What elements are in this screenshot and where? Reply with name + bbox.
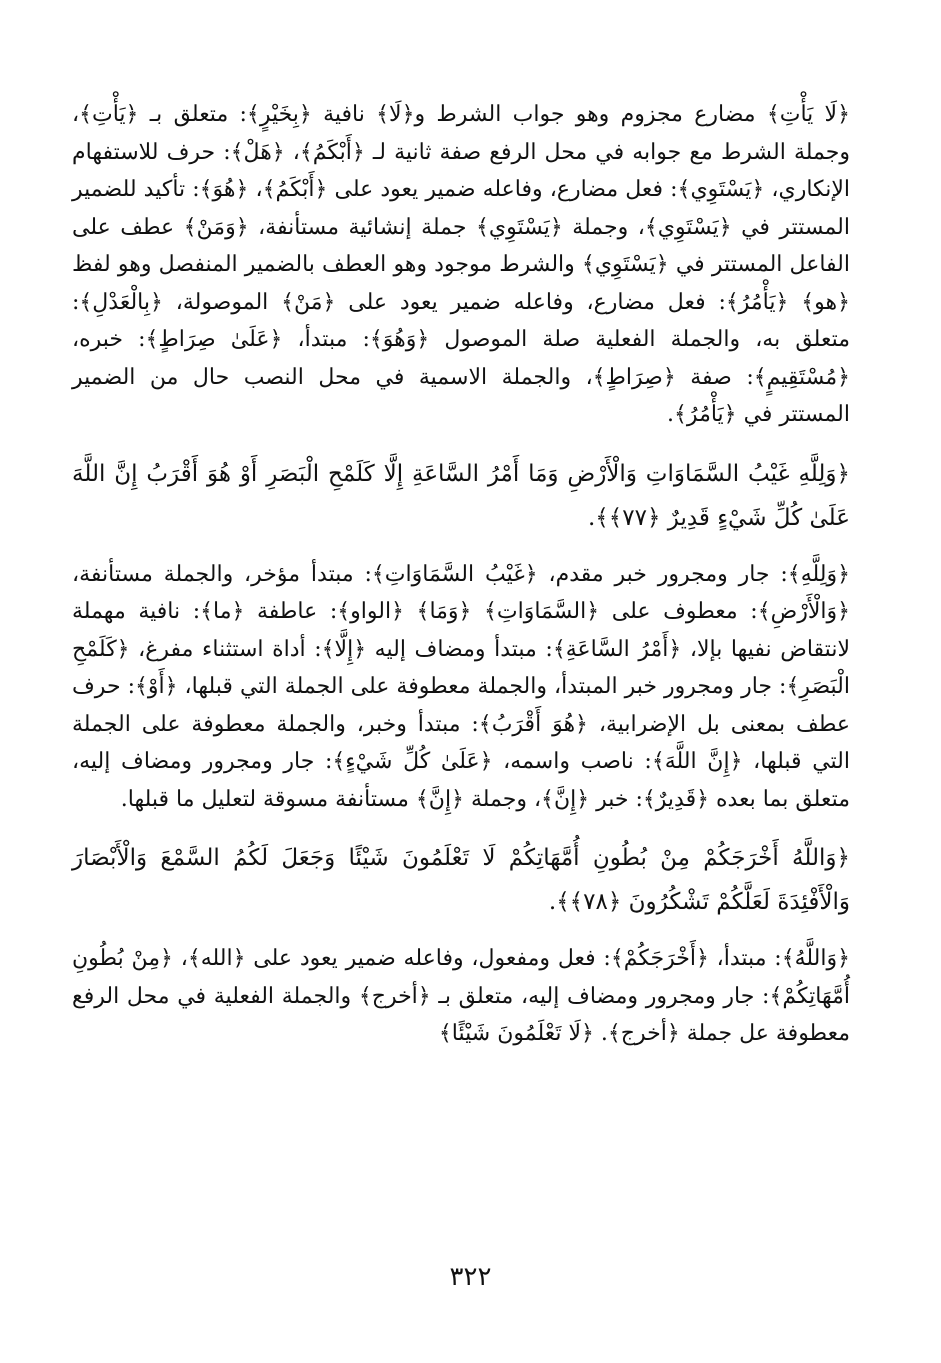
page-number: ٣٢٢ [449, 1262, 492, 1292]
commentary-paragraph-3: ﴿وَاللَّهُ﴾: مبتدأ، ﴿أَخْرَجَكُمْ﴾: فعل ومفعول، وفاعله ضمير يعود على ﴿الله﴾، ﴿مِنْ بُطُونِ أُمَّهَاتِكُمْ﴾: جار ومجرور ومضاف إليه، متعلق بـ ﴿أخرج﴾ والجملة الفعلية في محل الرفع معطوفة عل جملة ﴿أخرج﴾. ﴿لَا تَعْلَمُونَ شَيْئًا﴾ [72, 946, 850, 1046]
commentary-paragraph-2: ﴿وَلِلَّهِ﴾: جار ومجرور خبر مقدم، ﴿غَيْبُ السَّمَاوَاتِ﴾: مبتدأ مؤخر، والجملة مستأنفة، ﴿وَالْأَرْضِ﴾: معطوف على ﴿السَّمَاوَاتِ﴾ ﴿وَمَا﴾ ﴿الواو﴾: عاطفة ﴿ما﴾: نافية مهملة لانتقاض نفيها بإلا، ﴿أَمْرُ السَّاعَةِ﴾: مبتدأ ومضاف إليه ﴿إِلَّا﴾: أداة استثناء مفرغ، ﴿كَلَمْحِ الْبَصَرِ﴾: جار ومجرور خبر المبتدأ، والجملة معطوفة على الجملة التي قبلها، ﴿أَوْ﴾: حرف عطف بمعنى بل الإضرابية، ﴿هُوَ أَقْرَبُ﴾: مبتدأ وخبر، والجملة معطوفة على الجملة التي قبلها، ﴿إِنَّ اللَّهَ﴾: ناصب واسمه، ﴿عَلَىٰ كُلِّ شَيْءٍ﴾: جار ومجرور ومضاف إليه، متعلق بما بعده ﴿قَدِيرٌ﴾: خبر ﴿إِنَّ﴾، وجملة ﴿إِنَّ﴾ مستأنفة مسوقة لتعليل ما قبلها. [72, 561, 850, 812]
verse-77: ﴿وَلِلَّهِ غَيْبُ السَّمَاوَاتِ وَالْأَرْضِ وَمَا أَمْرُ السَّاعَةِ إِلَّا كَلَمْحِ الْبَصَرِ أَوْ هُوَ أَقْرَبُ إِنَّ اللَّهَ عَلَىٰ كُلِّ شَيْءٍ قَدِيرٌ ﴿٧٧﴾﴾. [72, 460, 850, 531]
commentary-paragraph-1: ﴿لَا يَأْتِ﴾ مضارع مجزوم وهو جواب الشرط و﴿لَا﴾ نافية ﴿بِخَيْرٍ﴾: متعلق بـ ﴿يَأْتِ﴾، وجملة الشرط مع جوابه في محل الرفع صفة ثانية لـ ﴿أَبْكَمُ﴾، ﴿هَلْ﴾: حرف للاستفهام الإنكاري، ﴿يَسْتَوِي﴾: فعل مضارع، وفاعله ضمير يعود على ﴿أَبْكَمُ﴾، ﴿هُوَ﴾: تأكيد للضمير المستتر في ﴿يَسْتَوِي﴾، وجملة ﴿يَسْتَوِي﴾ جملة إنشائية مستأنفة، ﴿وَمَنْ﴾ عطف على الفاعل المستتر في ﴿يَسْتَوِي﴾ والشرط موجود وهو العطف بالضمير المنفصل وهو لفظ ﴿هو﴾ ﴿يَأْمُرُ﴾: فعل مضارع، وفاعله ضمير يعود على ﴿مَنْ﴾ الموصولة، ﴿بِالْعَدْلِ﴾: متعلق به، والجملة الفعلية صلة الموصول ﴿وَهُوَ﴾: مبتدأ، ﴿عَلَىٰ صِرَاطٍ﴾: خبره، ﴿مُسْتَقِيمٍ﴾: صفة ﴿صِرَاطٍ﴾، والجملة الاسمية في محل النصب حال من الضمير المستتر في ﴿يَأْمُرُ﴾. [72, 102, 850, 427]
verse-78: ﴿وَاللَّهُ أَخْرَجَكُمْ مِنْ بُطُونِ أُمَّهَاتِكُمْ لَا تَعْلَمُونَ شَيْئًا وَجَعَلَ لَكُمُ السَّمْعَ وَالْأَبْصَارَ وَالْأَفْئِدَةَ لَعَلَّكُمْ تَشْكُرُونَ ﴿٧٨﴾﴾. [72, 845, 850, 915]
page-body [72, 96, 850, 1053]
